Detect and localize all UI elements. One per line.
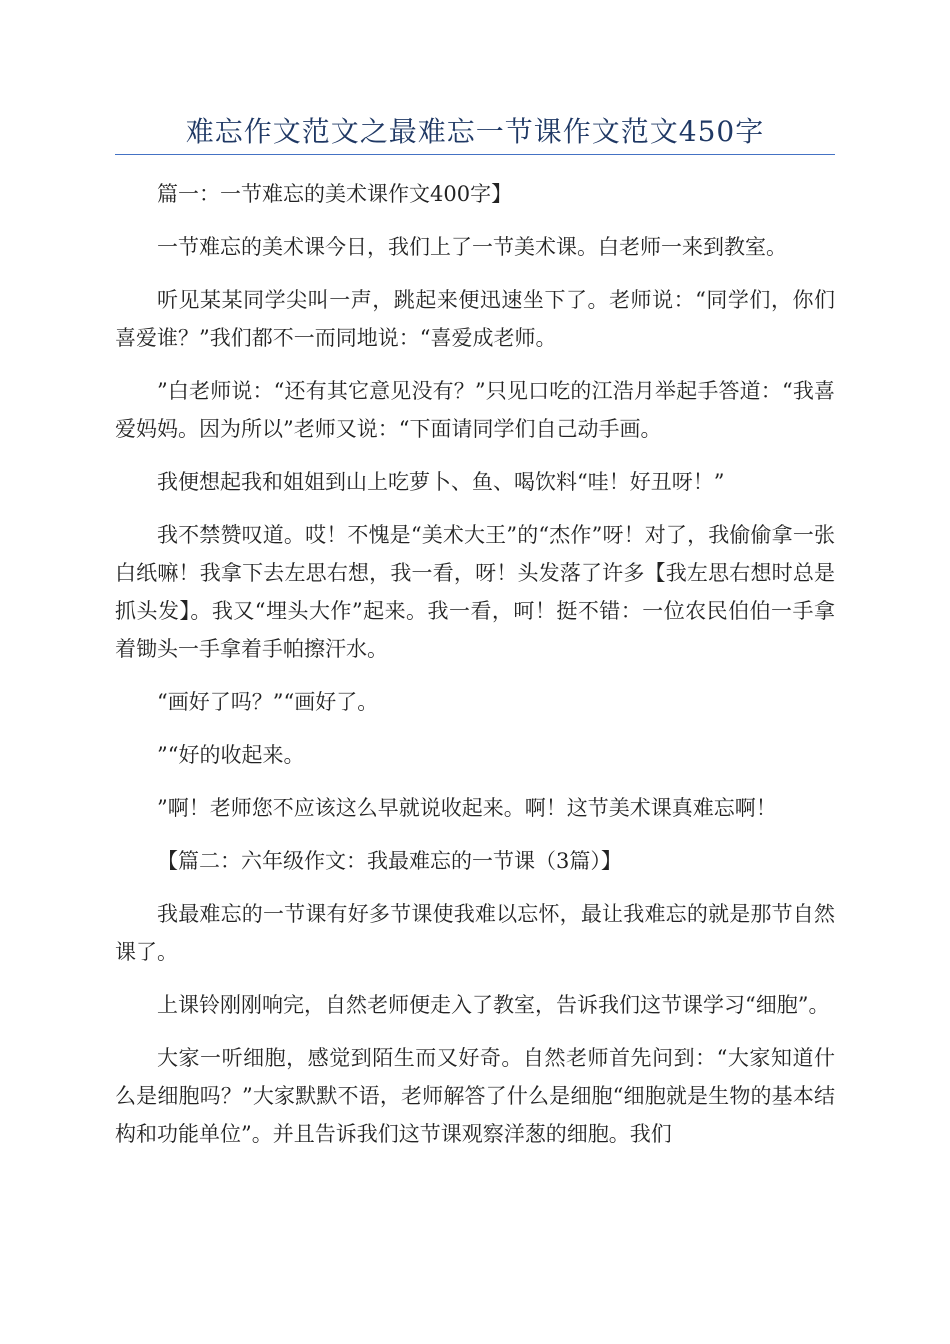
document-body bbox=[115, 175, 835, 1168]
paragraph: 上课铃刚刚响完，自然老师便走入了教室，告诉我们这节课学习“细胞”。 bbox=[157, 993, 830, 1017]
paragraph: ”白老师说：“还有其它意见没有？”只见口吃的江浩月举起手答道：“我喜爱妈妈。因为所以”老师又说：“下面请同学们自己动手画。 bbox=[115, 379, 835, 441]
paragraph: 我便想起我和姐姐到山上吃萝卜、鱼、喝饮料“哇！好丑呀！” bbox=[157, 470, 725, 494]
paragraph: 大家一听细胞，感觉到陌生而又好奇。自然老师首先问到：“大家知道什么是细胞吗？”大家默默不语，老师解答了什么是细胞“细胞就是生物的基本结构和功能单位”。并且告诉我们这节课观察洋葱的细胞。我们 bbox=[115, 1046, 835, 1146]
paragraph: 我不禁赞叹道。哎！不愧是“美术大王”的“杰作”呀！对了，我偷偷拿一张白纸嘛！我拿下去左思右想，我一看，呀！头发落了许多【我左思右想时总是抓头发】。我又“埋头大作”起来。我一看，呵！挺不错：一位农民伯伯一手拿着锄头一手拿着手帕擦汗水。 bbox=[115, 523, 835, 661]
paragraph: ”“好的收起来。 bbox=[157, 743, 305, 767]
title-underline bbox=[115, 154, 835, 155]
document-title: 难忘作文范文之最难忘一节课作文范文450字 bbox=[185, 115, 765, 148]
paragraph: 一节难忘的美术课今日，我们上了一节美术课。白老师一来到教室。 bbox=[157, 235, 787, 259]
paragraph: “画好了吗？”“画好了。 bbox=[157, 690, 379, 714]
paragraph: 篇一：一节难忘的美术课作文400字】 bbox=[157, 182, 513, 206]
paragraph: 我最难忘的一节课有好多节课使我难以忘怀，最让我难忘的就是那节自然课了。 bbox=[115, 902, 835, 964]
paragraph: ”啊！老师您不应该这么早就说收起来。啊！这节美术课真难忘啊！ bbox=[157, 796, 777, 820]
paragraph: 听见某某同学尖叫一声，跳起来便迅速坐下了。老师说：“同学们，你们喜爱谁？”我们都不一而同地说：“喜爱成老师。 bbox=[115, 288, 835, 350]
paragraph: 【篇二：六年级作文：我最难忘的一节课（3篇）】 bbox=[157, 849, 622, 873]
